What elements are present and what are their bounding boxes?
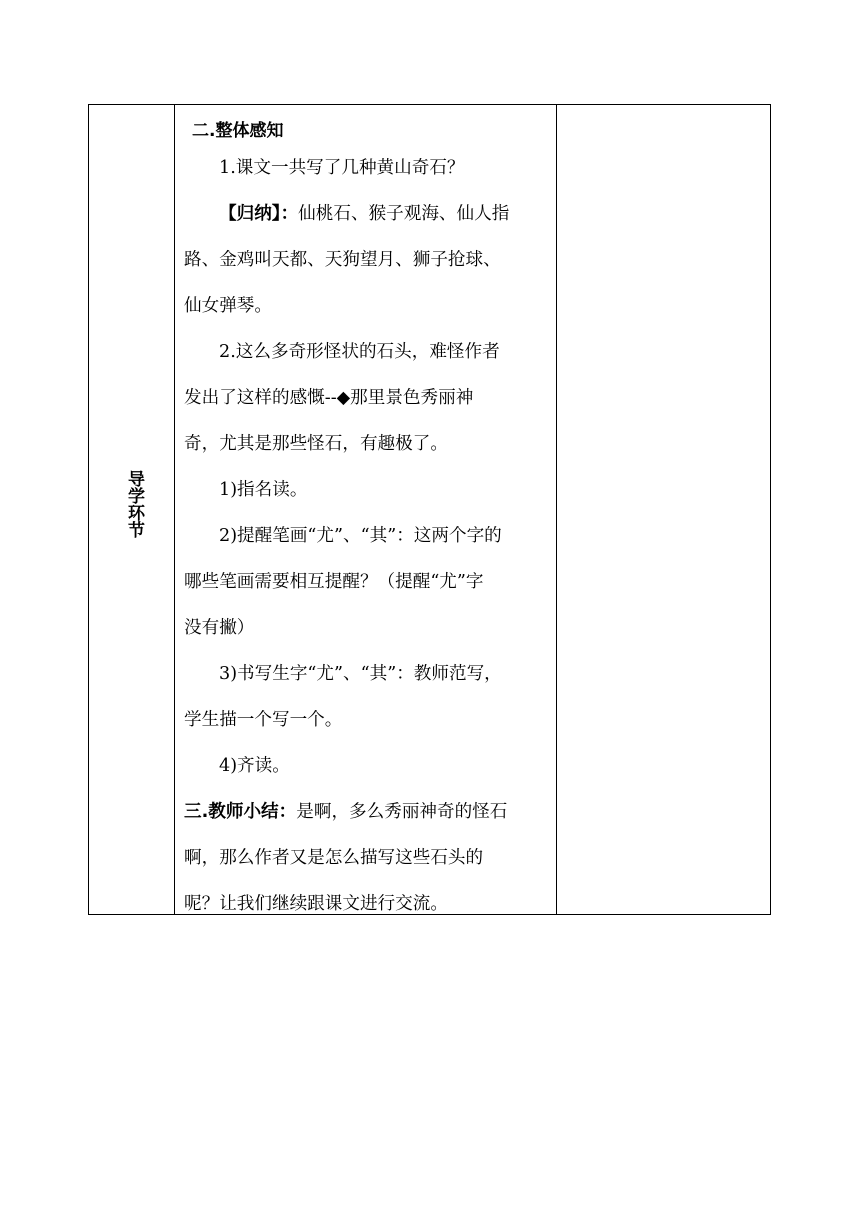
step-3-line-2: 学生描一个写一个。: [184, 710, 343, 730]
step-2-line-2: 哪些笔画需要相互提醒？（提醒“尤”字: [184, 572, 484, 592]
question-1: 1.课文一共写了几种黄山奇石？: [219, 158, 465, 178]
content-column: [184, 117, 556, 927]
step-3-line-1: 3)书写生字“尤”、“其”：教师范写，: [219, 664, 502, 684]
notes-column: [558, 105, 770, 914]
question-2-line-3: 奇，尤其是那些怪石，有趣极了。: [184, 434, 448, 454]
step-1: 1)指名读。: [219, 480, 308, 500]
stage-column: [89, 105, 175, 914]
summary-section-line-2: 啊，那么作者又是怎么描写这些石头的: [184, 848, 484, 868]
summary-section-line-3: 呢？让我们继续跟课文进行交流。: [184, 894, 448, 914]
summary-section-line-1: [184, 789, 556, 835]
section-heading: 二.整体感知: [192, 121, 284, 141]
step-4: 4)齐读。: [219, 756, 290, 776]
question-2-line-1: 2.这么多奇形怪状的石头，难怪作者: [219, 342, 500, 362]
summary-line-1: [184, 191, 556, 237]
question-2-line-2: 发出了这样的感慨--◆那里景色秀丽神: [184, 388, 474, 408]
column-divider-right: [556, 105, 557, 914]
teacher-summary-label: 三.教师小结：: [184, 802, 297, 822]
summary-label: 【归纳】：: [219, 204, 299, 224]
step-2-line-1: 2)提醒笔画“尤”、“其”：这两个字的: [219, 526, 502, 546]
step-2-line-3: 没有撇）: [184, 618, 255, 638]
summary-text-1: 仙桃石、猴子观海、仙人指: [298, 204, 510, 224]
lesson-table: [88, 104, 771, 915]
teacher-summary-text-1: 是啊，多么秀丽神奇的怪石: [296, 802, 508, 822]
stage-label: 导学环节: [124, 470, 144, 538]
summary-line-3: 仙女弹琴。: [184, 296, 272, 316]
summary-line-2: 路、金鸡叫天都、天狗望月、狮子抢球、: [184, 250, 501, 270]
